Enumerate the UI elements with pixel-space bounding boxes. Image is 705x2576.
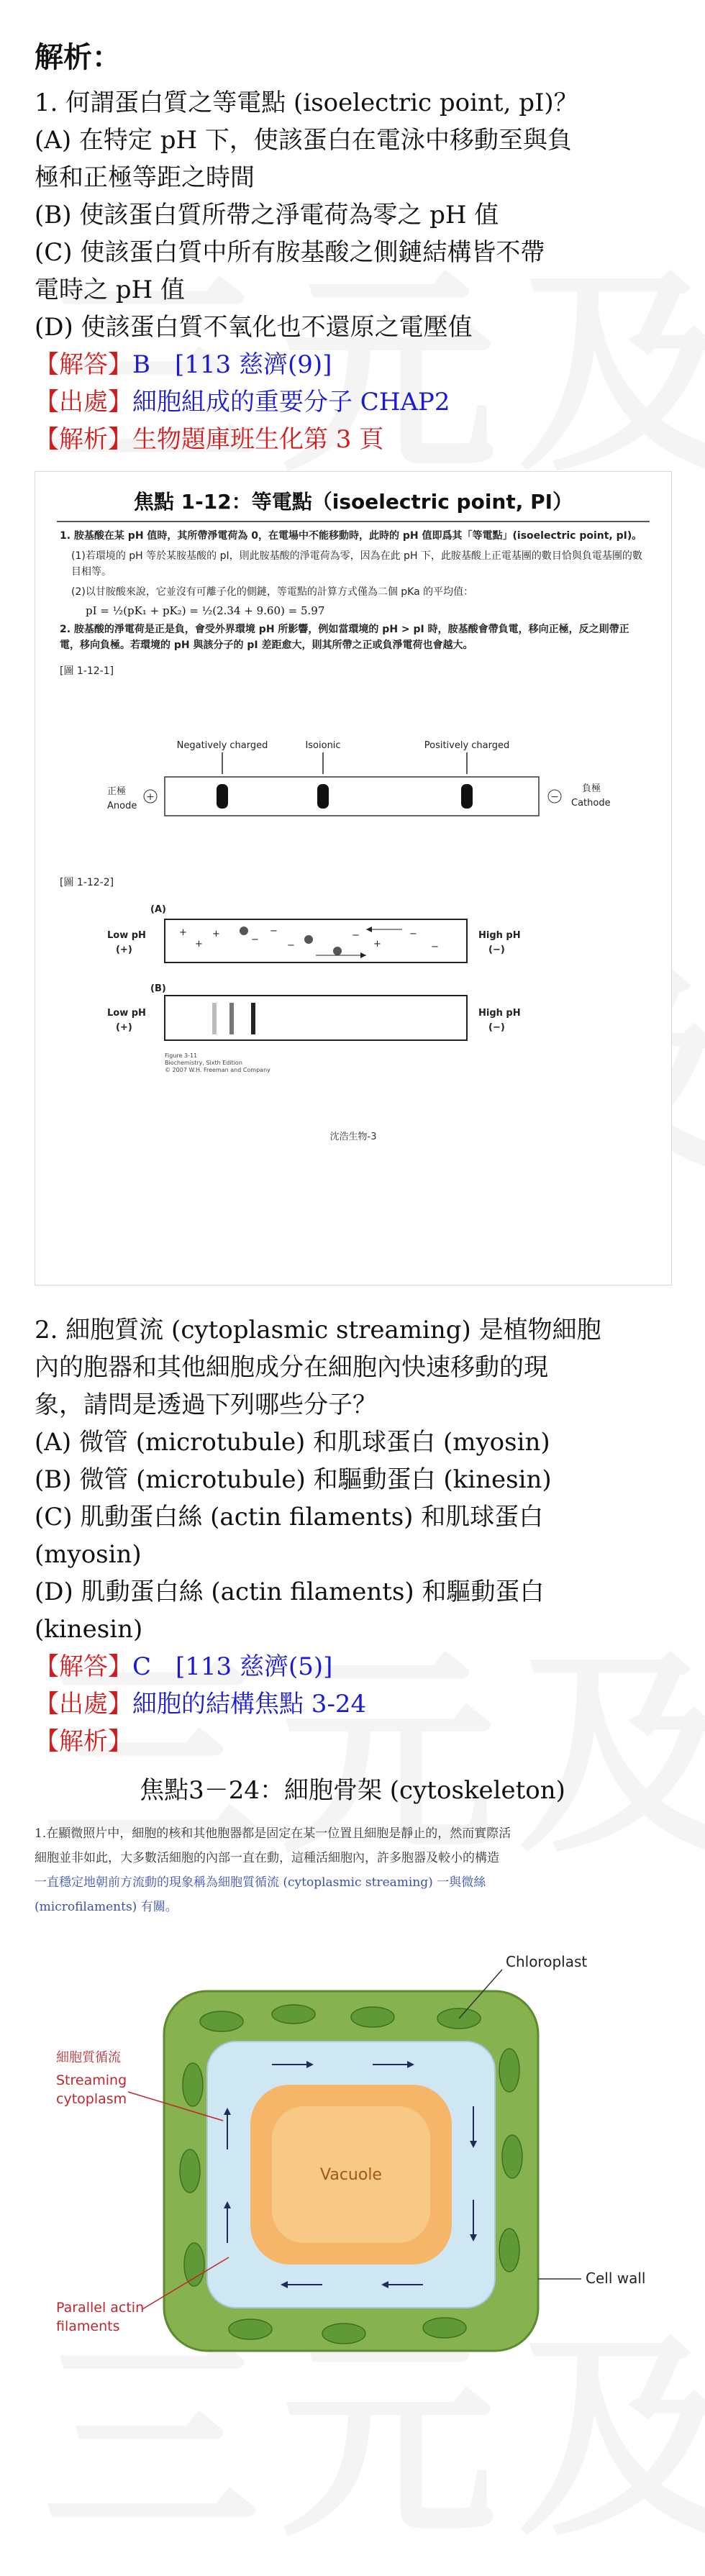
band-negative [217, 784, 228, 809]
plus-b: (+) [116, 1022, 132, 1033]
label-positively-charged: Positively charged [424, 740, 510, 751]
answer-line [35, 1648, 670, 1685]
svg-text:+: + [195, 939, 203, 950]
option-line: (C) 肌動蛋白絲 (actin filaments) 和肌球蛋白 [35, 1503, 544, 1532]
explain-label: 【解析】 [35, 425, 132, 454]
figure-paragraph: (2)以甘胺酸來說，它並沒有可離子化的側鏈，等電點的計算方式僅為二個 pKa 的平均值： [71, 586, 474, 598]
actin-label-2: filaments [56, 2318, 120, 2334]
figure-isoelectric-point [35, 471, 672, 1285]
band-positive [461, 784, 473, 809]
svg-text:−: − [352, 930, 360, 941]
option-line: 極和正極等距之時間 [35, 163, 255, 192]
figure-paragraph [35, 1821, 670, 1919]
answer-line [35, 346, 670, 383]
plant-cell-diagram [35, 1941, 670, 2387]
paragraph-line: 一直穩定地朝前方流動的現象稱為細胞質循流 (cytoplasmic streaming) 一與微絲 [35, 1875, 486, 1890]
cathode-zh: 負極 [582, 783, 601, 794]
streaming-label-zh: 細胞質循流 [56, 2050, 121, 2065]
figure-title: 焦點 1-12：等電點（isoelectric point, PI） [133, 490, 573, 514]
svg-text:−: − [409, 929, 417, 939]
streaming-label-en1: Streaming [56, 2072, 127, 2088]
option-line: (kinesin) [35, 1615, 143, 1644]
actin-label-1: Parallel actin [56, 2300, 145, 2316]
answer-label: 【解答】 [35, 350, 132, 379]
divider [57, 521, 650, 522]
figure-paragraph: 2. 胺基酸的淨電荷是正是負，會受外界環境 pH 所影響，例如當環境的 pH > pI 時，胺基酸會帶負電，移向正極，反之則帶正電，移向負極。若環境的 pH 與該分子的 pI 差距愈大，則其所帶之正或負淨電荷也會越大。 [60, 624, 629, 651]
svg-text:−: − [287, 940, 295, 951]
plus-a: (+) [116, 945, 132, 955]
minus-a: (−) [488, 945, 505, 955]
option-line: (D) 肌動蛋白絲 (actin filaments) 和驅動蛋白 [35, 1578, 545, 1606]
panel-a-label: (A) [150, 904, 166, 915]
cathode-en: Cathode [571, 798, 611, 809]
page-content [35, 35, 670, 2387]
band-b-1 [212, 1003, 217, 1034]
svg-text:+: + [212, 929, 220, 939]
anode-zh: 正極 [107, 786, 127, 797]
vacuole-label: Vacuole [320, 2166, 382, 2184]
figure-paragraph: 1. 胺基酸在某 pH 值時，其所帶淨電荷為 0，在電場中不能移動時，此時的 pH 值即爲其「等電點」(isoelectric point, pI)。 [60, 530, 642, 542]
question-text: 內的胞器和其他細胞成分在細胞內快速移動的現 [35, 1353, 548, 1382]
pi-formula: pI = ½(pK₁ + pK₂) = ½(2.34 + 9.60) = 5.97 [86, 604, 325, 617]
paragraph-line: (microfilaments) 有關。 [35, 1900, 178, 1914]
source-value: 細胞的結構焦點 3-24 [132, 1690, 367, 1719]
anode-en: Anode [107, 801, 137, 811]
streaming-label-en2: cytoplasm [56, 2091, 127, 2107]
source-line [35, 383, 670, 421]
high-ph-b: High pH [478, 1008, 521, 1019]
answer-value: C [113 慈濟(5)] [132, 1652, 333, 1681]
explain-line [35, 421, 670, 458]
figure-cytoskeleton [35, 1770, 670, 2387]
svg-text:+: + [146, 791, 155, 803]
question-2 [35, 1311, 670, 1760]
question-text: 象，請問是透過下列哪些分子？ [35, 1391, 377, 1419]
option-line: (C) 使該蛋白質中所有胺基酸之側鏈結構皆不帶 [35, 238, 545, 267]
ph-gradient-diagram [35, 895, 671, 1154]
option-line: (B) 微管 (microtubule) 和驅動蛋白 (kinesin) [35, 1465, 552, 1494]
source-line [35, 1685, 670, 1723]
option-line: (A) 微管 (microtubule) 和肌球蛋白 (myosin) [35, 1428, 550, 1457]
svg-text:−: − [550, 791, 559, 803]
chloroplast-label: Chloroplast [506, 1953, 588, 1970]
figure-title: 焦點3－24：細胞骨架 (cytoskeleton) [140, 1776, 565, 1805]
paragraph-line: 細胞並非如此，大多數活細胞的內部一直在動，這種活細胞內，許多胞器及較小的構造 [35, 1851, 499, 1865]
svg-text:+: + [373, 939, 381, 950]
source-label: 【出處】 [35, 1690, 132, 1719]
high-ph-a: High pH [478, 930, 521, 941]
option-line: (A) 在特定 pH 下，使該蛋白在電泳中移動至與負 [35, 126, 572, 155]
answer-value: B [113 慈濟(9)] [132, 350, 332, 379]
electrophoresis-diagram [35, 683, 671, 870]
question-text: 1. 何謂蛋白質之等電點 (isoelectric point, pI)？ [35, 88, 578, 117]
svg-text:−: − [270, 926, 278, 937]
label-isoionic: Isoionic [305, 740, 341, 751]
source-label: 【出處】 [35, 388, 132, 417]
option-line: (myosin) [35, 1540, 142, 1569]
low-ph-a: Low pH [107, 930, 146, 941]
panel-b-label: (B) [150, 983, 166, 994]
question-1 [35, 84, 670, 458]
paragraph-line: 1.在顯微照片中，細胞的核和其他胞器都是固定在某一位置且細胞是靜止的，然而實際活 [35, 1826, 511, 1841]
explain-label: 【解析】 [35, 1727, 132, 1756]
minus-b: (−) [488, 1022, 505, 1033]
explain-value: 生物題庫班生化第 3 頁 [132, 425, 384, 454]
explain-line [35, 1723, 670, 1760]
option-line: (B) 使該蛋白質所帶之淨電荷為零之 pH 值 [35, 201, 499, 229]
figure-label: [圖 1-12-2] [60, 877, 114, 888]
figure-paragraph: (1)若環境的 pH 等於某胺基酸的 pI，則此胺基酸的淨電荷為零，因為在此 pH 下，此胺基酸上正電基團的數目恰與負電基團的數目相等。 [71, 550, 642, 578]
question-text: 2. 細胞質流 (cytoplasmic streaming) 是植物細胞 [35, 1316, 601, 1344]
figure-credit: Figure 3-11 Biochemistry, Sixth Edition © 2007 W.H. Freeman and Company [165, 1052, 270, 1073]
band-b-3 [251, 1003, 255, 1034]
page-footer: 沈浩生物-3 [329, 1132, 377, 1142]
cell-wall-label: Cell wall [586, 2270, 646, 2287]
source-value: 細胞組成的重要分子 CHAP2 [132, 388, 450, 417]
figure-label: [圖 1-12-1] [60, 665, 114, 677]
option-line: 電時之 pH 值 [35, 276, 186, 304]
low-ph-b: Low pH [107, 1008, 146, 1019]
svg-text:−: − [431, 942, 439, 952]
band-isoionic [317, 784, 329, 809]
label-negatively-charged: Negatively charged [176, 740, 268, 751]
answer-label: 【解答】 [35, 1652, 132, 1681]
option-line: (D) 使該蛋白質不氧化也不還原之電壓值 [35, 313, 473, 342]
svg-text:+: + [179, 927, 187, 938]
band-b-2 [229, 1003, 234, 1034]
page-heading: 解析： [35, 41, 121, 74]
svg-text:−: − [251, 934, 259, 945]
